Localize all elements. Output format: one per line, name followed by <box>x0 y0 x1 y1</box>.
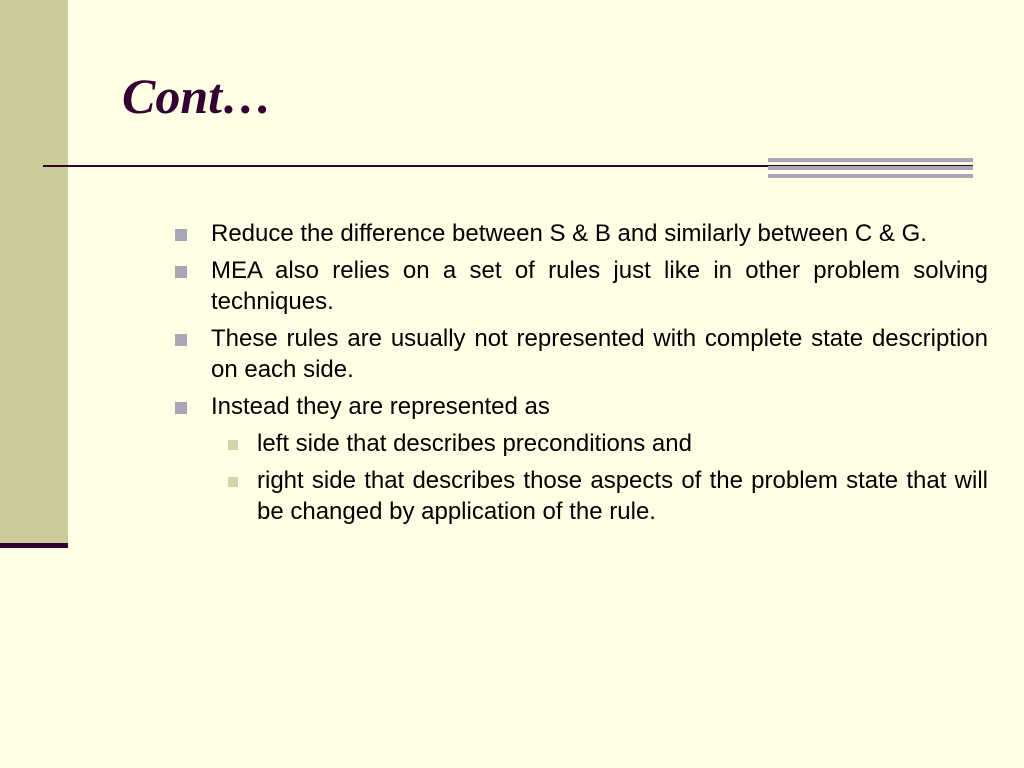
square-bullet-icon <box>175 266 187 278</box>
square-sub-bullet-icon <box>228 440 238 450</box>
sub-bullet-text: left side that describes preconditions and <box>257 430 692 457</box>
square-bullet-icon <box>175 334 187 346</box>
bullet-text: MEA also relies on a set of rules just like in other problem solving techniques. <box>211 257 988 315</box>
sub-bullet-item <box>211 428 988 459</box>
bullet-text: Reduce the difference between S & B and similarly between C & G. <box>211 220 927 247</box>
square-bullet-icon <box>175 229 187 241</box>
bullet-text: These rules are usually not represented with complete state description on each side. <box>211 325 988 383</box>
left-decorative-band <box>0 0 68 546</box>
bullet-item <box>172 255 988 317</box>
bullet-item <box>172 218 988 249</box>
bullet-item <box>172 323 988 385</box>
bullet-list <box>172 218 988 533</box>
bullet-item <box>172 391 988 527</box>
sub-bullet-text: right side that describes those aspects of the problem state that will be changed by application of the rule. <box>257 467 988 525</box>
left-band-rule <box>0 543 68 548</box>
sub-bullet-item <box>211 465 988 527</box>
slide-title: Cont… <box>122 68 273 124</box>
square-bullet-icon <box>175 402 187 414</box>
title-accent-stripes <box>768 158 973 178</box>
square-sub-bullet-icon <box>228 477 238 487</box>
bullet-text: Instead they are represented as <box>211 393 550 420</box>
sub-bullet-list <box>211 428 988 527</box>
